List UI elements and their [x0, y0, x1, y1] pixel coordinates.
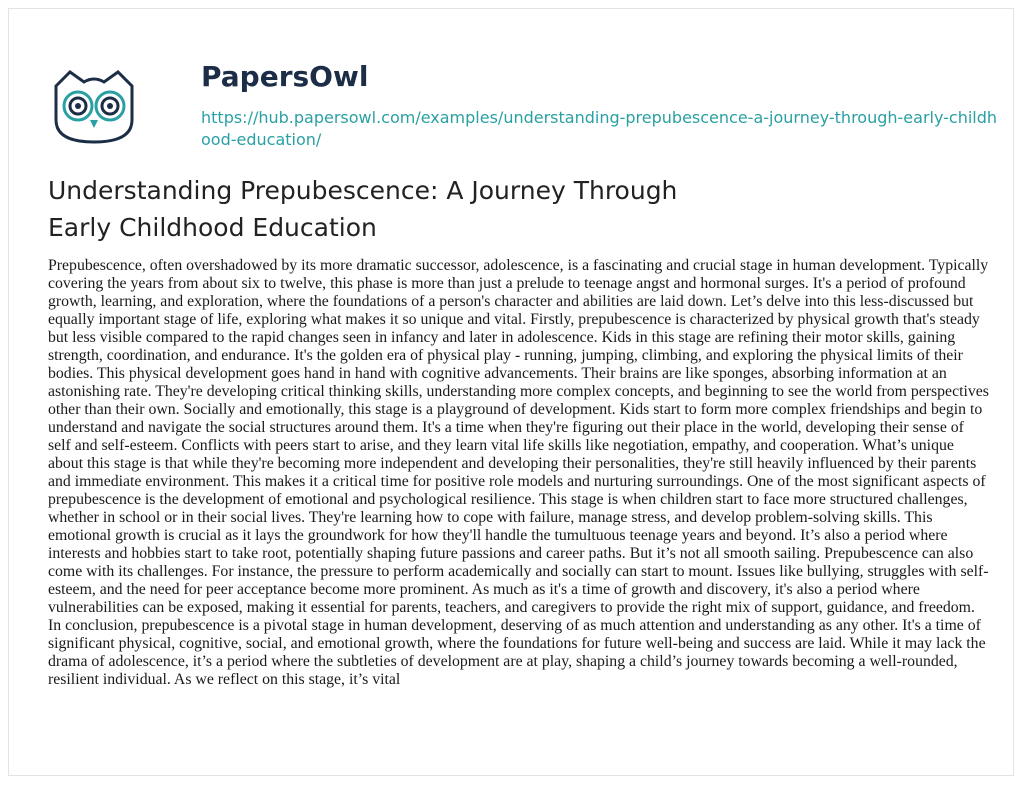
owl-logo-icon: [48, 66, 140, 146]
source-url-link[interactable]: https://hub.papersowl.com/examples/understanding-prepubescence-a-journey-through-early-childhood-education/: [201, 108, 998, 149]
brand-name: PapersOwl: [201, 60, 369, 93]
header: [48, 60, 998, 160]
document-title: Understanding Prepubescence: A Journey Through Early Childhood Education: [48, 176, 678, 242]
document-body: Prepubescence, often overshadowed by its more dramatic successor, adolescence, is a fascinating and crucial stage in human development. Typically covering the years from about six to twelve, this phase is more than just a prelude to teenage angst and hormonal surges. It's a period of profound growth, learning, and exploration, where the foundations of a person's character and abilities are laid down. Let’s delve into this less-discussed but equally important stage of life, exploring what makes it so unique and vital. Firstly, prepubescence is characterized by physical growth that's steady but less visible compared to the rapid changes seen in infancy and later in adolescence. Kids in this stage are refining their motor skills, gaining strength, coordination, and endurance. It's the golden era of physical play - running, jumping, climbing, and exploring the physical limits of their bodies. This physical development goes hand in hand with cognitive advancements. Their brains are like sponges, absorbing information at an astonishing rate. They're developing critical thinking skills, understanding more complex concepts, and beginning to see the world from perspectives other than their own. Socially and emotionally, this stage is a playground of development. Kids start to form more complex friendships and begin to understand and navigate the social structures around them. It's a time when they're figuring out their place in the world, developing their sense of self and self-esteem. Conflicts with peers start to arise, and they learn vital life skills like negotiation, empathy, and cooperation. What’s unique about this stage is that while they're becoming more independent and developing their personalities, they're still heavily influenced by their parents and immediate environment. This makes it a critical time for positive role models and nurturing surroundings. One of the most significant aspects of prepubescence is the development of emotional and psychological resilience. This stage is when children start to face more structured challenges, whether in school or in their social lives. They're learning how to cope with failure, manage stress, and develop problem-solving skills. This emotional growth is crucial as it lays the groundwork for how they'll handle the tumultuous teenage years and beyond. It’s also a period where interests and hobbies start to take root, potentially shaping future passions and career paths. But it’s not all smooth sailing. Prepubescence can also come with its challenges. For instance, the pressure to perform academically and socially can start to mount. Issues like bullying, struggles with self-esteem, and the need for peer acceptance become more prominent. As much as it's a time of growth and discovery, it's also a period where vulnerabilities can be exposed, making it essential for parents, teachers, and caregivers to provide the right mix of support, guidance, and freedom. In conclusion, prepubescence is a pivotal stage in human development, deserving of as much attention and understanding as any other. It's a time of significant physical, cognitive, social, and emotional growth, where the foundations for future well-being and success are laid. While it may lack the drama of adolescence, it’s a period where the subtleties of development are at play, shaping a child’s journey towards becoming a well-rounded, resilient individual. As we reflect on this stage, it’s vital: [48, 257, 989, 688]
